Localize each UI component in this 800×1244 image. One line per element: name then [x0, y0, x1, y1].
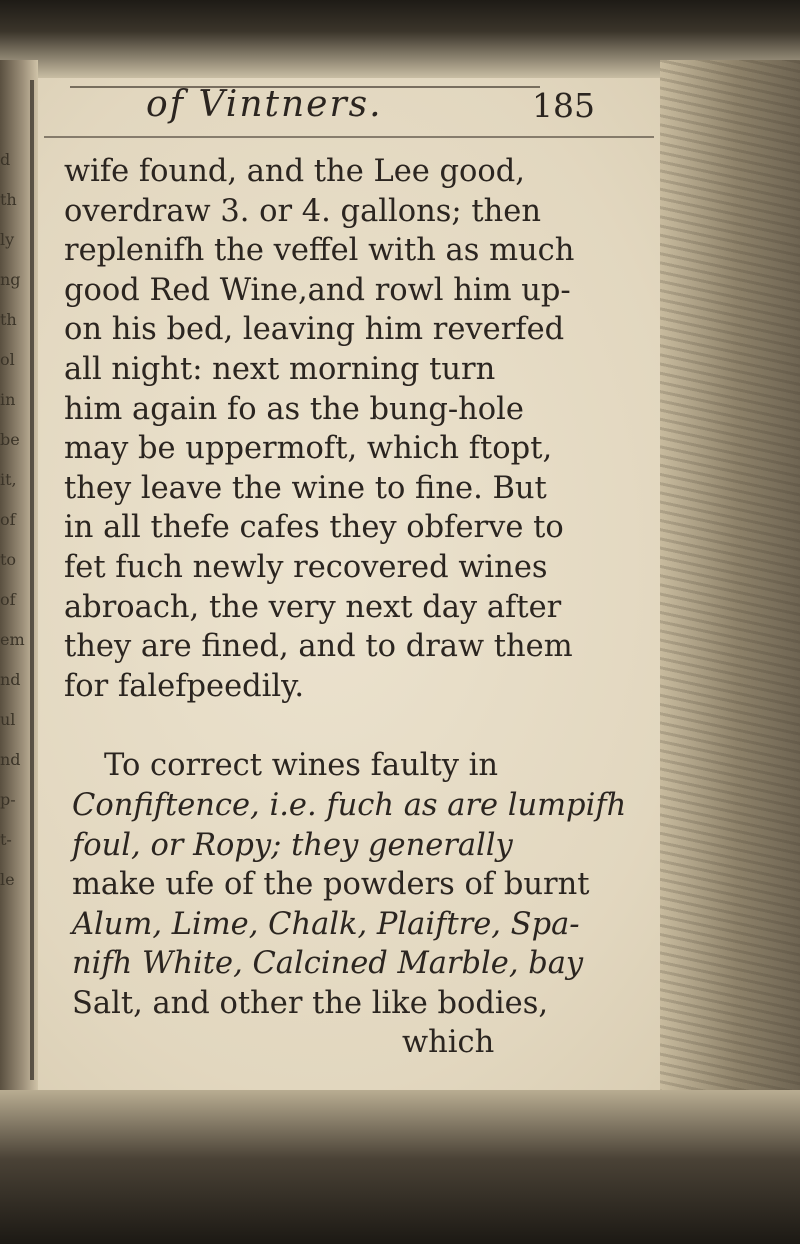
text-line: they are fined, and to draw them [64, 629, 573, 665]
bleed-fragment: em [0, 630, 25, 649]
bleed-fragment: of [0, 590, 16, 609]
text-line: all night: next morning turn [64, 351, 496, 387]
bleed-fragment: to [0, 550, 17, 569]
text-line: foul, or Ropy; they generally [72, 827, 513, 863]
book-gutter [30, 80, 34, 1080]
scan-right-edge [660, 60, 800, 1120]
text-line: for falefpeedily. [64, 668, 305, 704]
paragraph-2 [44, 746, 654, 1063]
text-line: Confiftence, i.e. fuch as are lumpifh [72, 787, 627, 823]
bleed-fragment: d [0, 150, 11, 169]
text-line: in all thefe cafes they obferve to [64, 510, 564, 546]
text-line: may be uppermoft, which ftopt, [64, 431, 553, 467]
text-line: overdraw 3. or 4. gallons; then [64, 193, 541, 229]
scan-bottom-edge [0, 1090, 800, 1244]
text-line: Alum, Lime, Chalk, Plaiftre, Spa- [72, 906, 580, 942]
bleed-fragment: le [0, 870, 15, 889]
text-line: Salt, and other the like bodies, [72, 985, 549, 1021]
bleed-fragment: ul [0, 710, 16, 729]
bleed-fragment: p- [0, 790, 16, 809]
bleed-fragment: it, [0, 470, 17, 489]
bleed-fragment: ly [0, 230, 15, 249]
text-line: good Red Wine,and rowl him up- [64, 272, 571, 308]
text-line: they leave the wine to fine. But [64, 470, 547, 506]
bleed-fragment: nd [0, 750, 21, 769]
bleed-fragment: of [0, 510, 16, 529]
bleed-fragment: t- [0, 830, 12, 849]
page-header [44, 84, 654, 144]
bleed-fragment: th [0, 310, 17, 329]
bleed-fragment: ol [0, 350, 15, 369]
page-number: 185 [532, 86, 595, 125]
text-line: him again fo as the bung-hole [64, 391, 524, 427]
text-line: nifh White, Calcined Marble, bay [72, 946, 584, 982]
text-line: To correct wines faulty in [104, 748, 499, 784]
bleed-fragment: ng [0, 270, 21, 289]
bleed-fragment: nd [0, 670, 21, 689]
facing-page-bleed [0, 140, 30, 900]
book-page [44, 84, 654, 1063]
header-rule [44, 136, 654, 138]
text-line: fet fuch newly recovered wines [64, 549, 548, 585]
text-line: replenifh the veffel with as much [64, 233, 575, 269]
paragraph-1 [44, 152, 654, 706]
text-line: wife found, and the Lee good, [64, 154, 525, 189]
text-line: on his bed, leaving him reverfed [64, 312, 565, 348]
bleed-fragment: in [0, 390, 16, 409]
text-line: make ufe of the powders of burnt [72, 867, 590, 903]
running-head: of Vintners. [146, 84, 383, 125]
bleed-fragment: th [0, 190, 17, 209]
catchword: which [402, 1025, 495, 1061]
bleed-fragment: be [0, 430, 20, 449]
text-line: abroach, the very next day after [64, 589, 562, 625]
